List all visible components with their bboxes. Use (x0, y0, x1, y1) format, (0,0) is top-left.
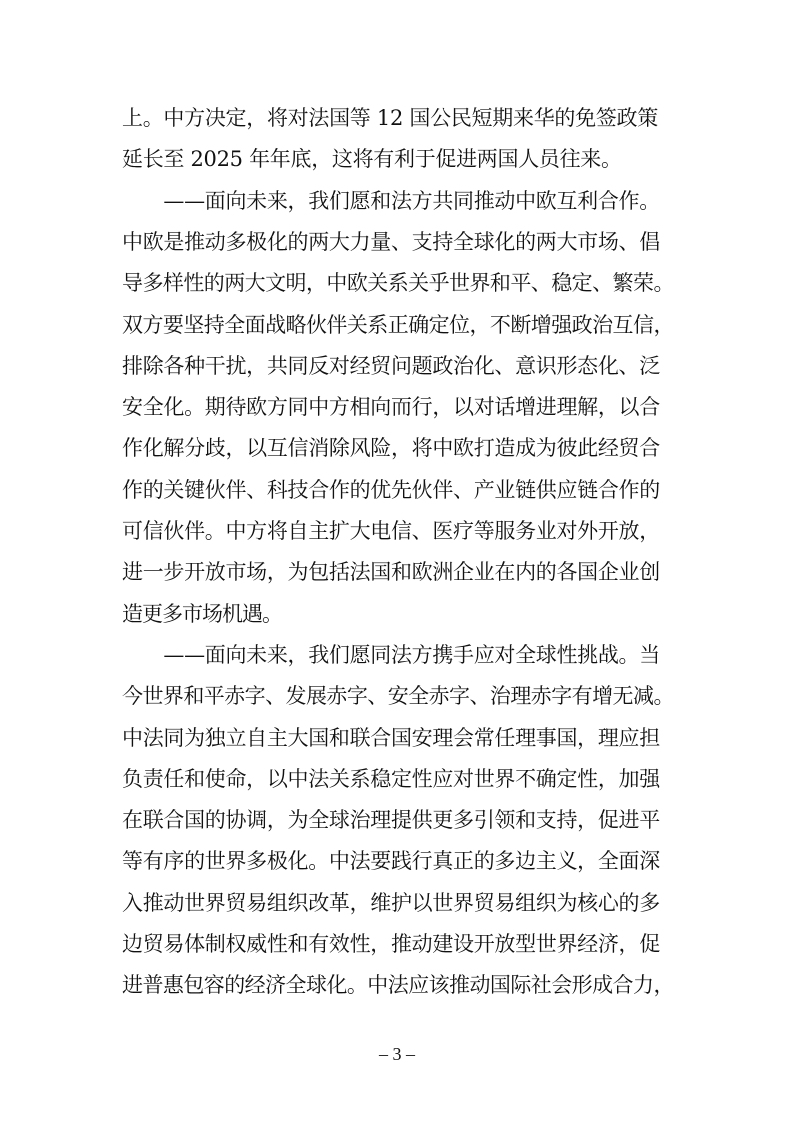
text-line: 作化解分歧，以互信消除风险，将中欧打造成为彼此经贸合 (122, 436, 660, 461)
text-line: ——面向未来，我们愿同法方携手应对全球性挑战。当 (122, 642, 660, 667)
text-line: 作的关键伙伴、科技合作的优先伙伴、产业链供应链合作的 (122, 477, 660, 502)
text-line: 造更多市场机遇。 (122, 601, 282, 626)
text-line: 负责任和使命，以中法关系稳定性应对世界不确定性，加强 (122, 766, 660, 791)
text-line: ——面向未来，我们愿和法方共同推动中欧互利合作。 (122, 188, 660, 213)
text-line: 延长至 2025 年年底，这将有利于促进两国人员往来。 (122, 147, 622, 172)
text-line: 今世界和平赤字、发展赤字、安全赤字、治理赤字有增无减。 (122, 684, 674, 709)
page-number: – 3 – (379, 1044, 415, 1064)
text-line: 等有序的世界多极化。中法要践行真正的多边主义，全面深 (122, 849, 660, 874)
text-line: 安全化。期待欧方同中方相向而行，以对话增进理解，以合 (122, 395, 660, 420)
text-line: 入推动世界贸易组织改革，维护以世界贸易组织为核心的多 (122, 890, 660, 915)
text-line: 双方要坚持全面战略伙伴关系正确定位，不断增强政治互信， (122, 312, 674, 337)
text-line: 排除各种干扰，共同反对经贸问题政治化、意识形态化、泛 (122, 353, 660, 378)
text-line: 在联合国的协调，为全球治理提供更多引领和支持，促进平 (122, 808, 660, 833)
text-line: 进一步开放市场，为包括法国和欧洲企业在内的各国企业创 (122, 560, 660, 585)
text-line: 中法同为独立自主大国和联合国安理会常任理事国，理应担 (122, 725, 660, 750)
text-line: 边贸易体制权威性和有效性，推动建设开放型世界经济，促 (122, 932, 660, 956)
text-line: 中欧是推动多极化的两大力量、支持全球化的两大市场、倡 (122, 229, 660, 254)
text-line: 进普惠包容的经济全球化。中法应该推动国际社会形成合力， (122, 973, 674, 998)
text-line: 导多样性的两大文明，中欧关系关乎世界和平、稳定、繁荣。 (122, 271, 674, 296)
text-line: 上。中方决定，将对法国等 12 国公民短期来华的免签政策 (122, 106, 658, 130)
text-line: 可信伙伴。中方将自主扩大电信、医疗等服务业对外开放， (122, 519, 660, 543)
